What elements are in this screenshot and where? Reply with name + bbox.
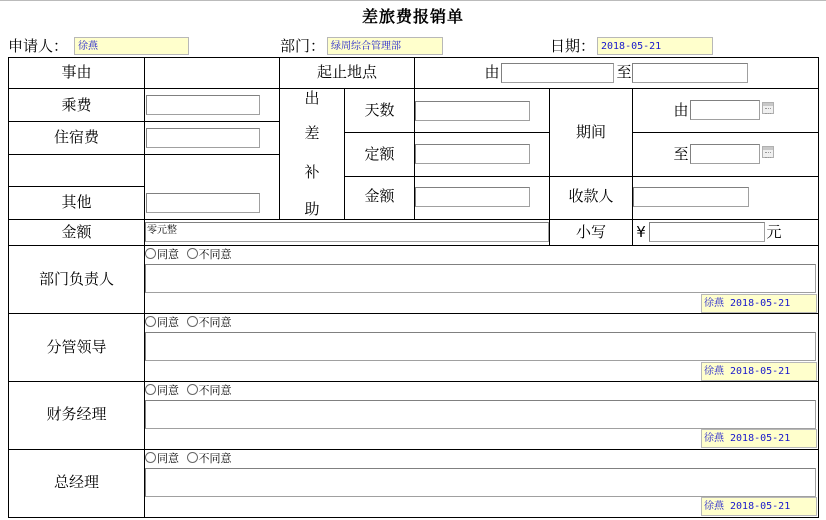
approval-role: 总经理 [53,473,99,491]
agree-radio[interactable] [145,248,156,259]
payee-label: 收款人 [568,187,614,205]
approval-role: 财务经理 [46,405,107,423]
approval-signature: 徐燕 2018-05-21 [701,294,817,313]
date-label: 日期： [550,37,596,55]
approval-options [145,248,232,261]
allowance-char-2: 差 [304,124,320,142]
approval-comment[interactable] [145,468,816,497]
department-label: 部门： [280,37,326,55]
disagree-label: 不同意 [198,452,232,465]
total-amount-label: 金额 [61,223,92,241]
fare-label: 乘费 [61,96,92,114]
period-label: 期间 [575,123,606,141]
disagree-label: 不同意 [198,316,232,329]
route-from-label: 由 [484,63,500,81]
applicant-label: 申请人： [8,37,69,55]
approval-options [145,316,232,329]
department-field[interactable]: 绿周综合管理部 [327,37,443,55]
fare-input[interactable] [146,95,260,115]
reason-label: 事由 [61,63,92,81]
approval-role: 分管领导 [46,338,107,356]
applicant-field[interactable]: 徐燕 [74,37,189,55]
approval-comment[interactable] [145,400,816,429]
days-label: 天数 [364,101,395,119]
period-to-label: 至 [673,145,689,163]
approval-options [145,384,232,397]
allowance-char-3: 补 [304,163,320,181]
days-input[interactable] [415,101,530,121]
disagree-radio[interactable] [187,384,198,395]
route-to-label: 至 [616,63,632,81]
period-from-label: 由 [673,101,689,119]
lodging-label: 住宿费 [53,128,99,146]
other-input[interactable] [146,193,260,213]
route-label: 起止地点 [316,63,377,81]
route-from-input[interactable] [501,63,614,83]
disagree-label: 不同意 [198,384,232,397]
agree-label: 同意 [157,384,179,397]
approval-signature: 徐燕 2018-05-21 [701,497,817,516]
other-label: 其他 [61,193,92,211]
quota-input[interactable] [415,144,530,164]
currency-symbol: ¥ [636,223,646,241]
allowance-amount-label: 金额 [364,187,395,205]
total-lowercase-input[interactable] [649,222,765,242]
approval-options [145,452,232,465]
lowercase-label: 小写 [575,223,606,241]
approval-comment[interactable] [145,264,816,293]
approval-comment[interactable] [145,332,816,361]
calendar-icon[interactable] [762,146,774,158]
agree-radio[interactable] [145,384,156,395]
allowance-amount-input[interactable] [415,187,530,207]
approval-role: 部门负责人 [38,270,114,288]
date-field[interactable]: 2018-05-21 [597,37,713,55]
disagree-radio[interactable] [187,248,198,259]
agree-radio[interactable] [145,316,156,327]
route-to-input[interactable] [632,63,748,83]
approval-signature: 徐燕 2018-05-21 [701,429,817,448]
agree-label: 同意 [157,248,179,261]
approval-signature: 徐燕 2018-05-21 [701,362,817,381]
disagree-label: 不同意 [198,248,232,261]
quota-label: 定额 [364,145,395,163]
period-to-input[interactable] [690,144,760,164]
lodging-input[interactable] [146,128,260,148]
calendar-icon[interactable] [762,102,774,114]
disagree-radio[interactable] [187,452,198,463]
payee-input[interactable] [633,187,749,207]
disagree-radio[interactable] [187,316,198,327]
total-uppercase-value: 零元整 [147,225,177,236]
allowance-char-1: 出 [304,89,320,107]
reason-input[interactable] [146,59,277,87]
form-title: 差旅费报销单 [361,7,464,26]
agree-radio[interactable] [145,452,156,463]
yuan-label: 元 [766,223,782,241]
period-from-input[interactable] [690,100,760,120]
agree-label: 同意 [157,316,179,329]
allowance-char-4: 助 [304,200,320,218]
agree-label: 同意 [157,452,179,465]
total-uppercase-field [145,222,549,242]
